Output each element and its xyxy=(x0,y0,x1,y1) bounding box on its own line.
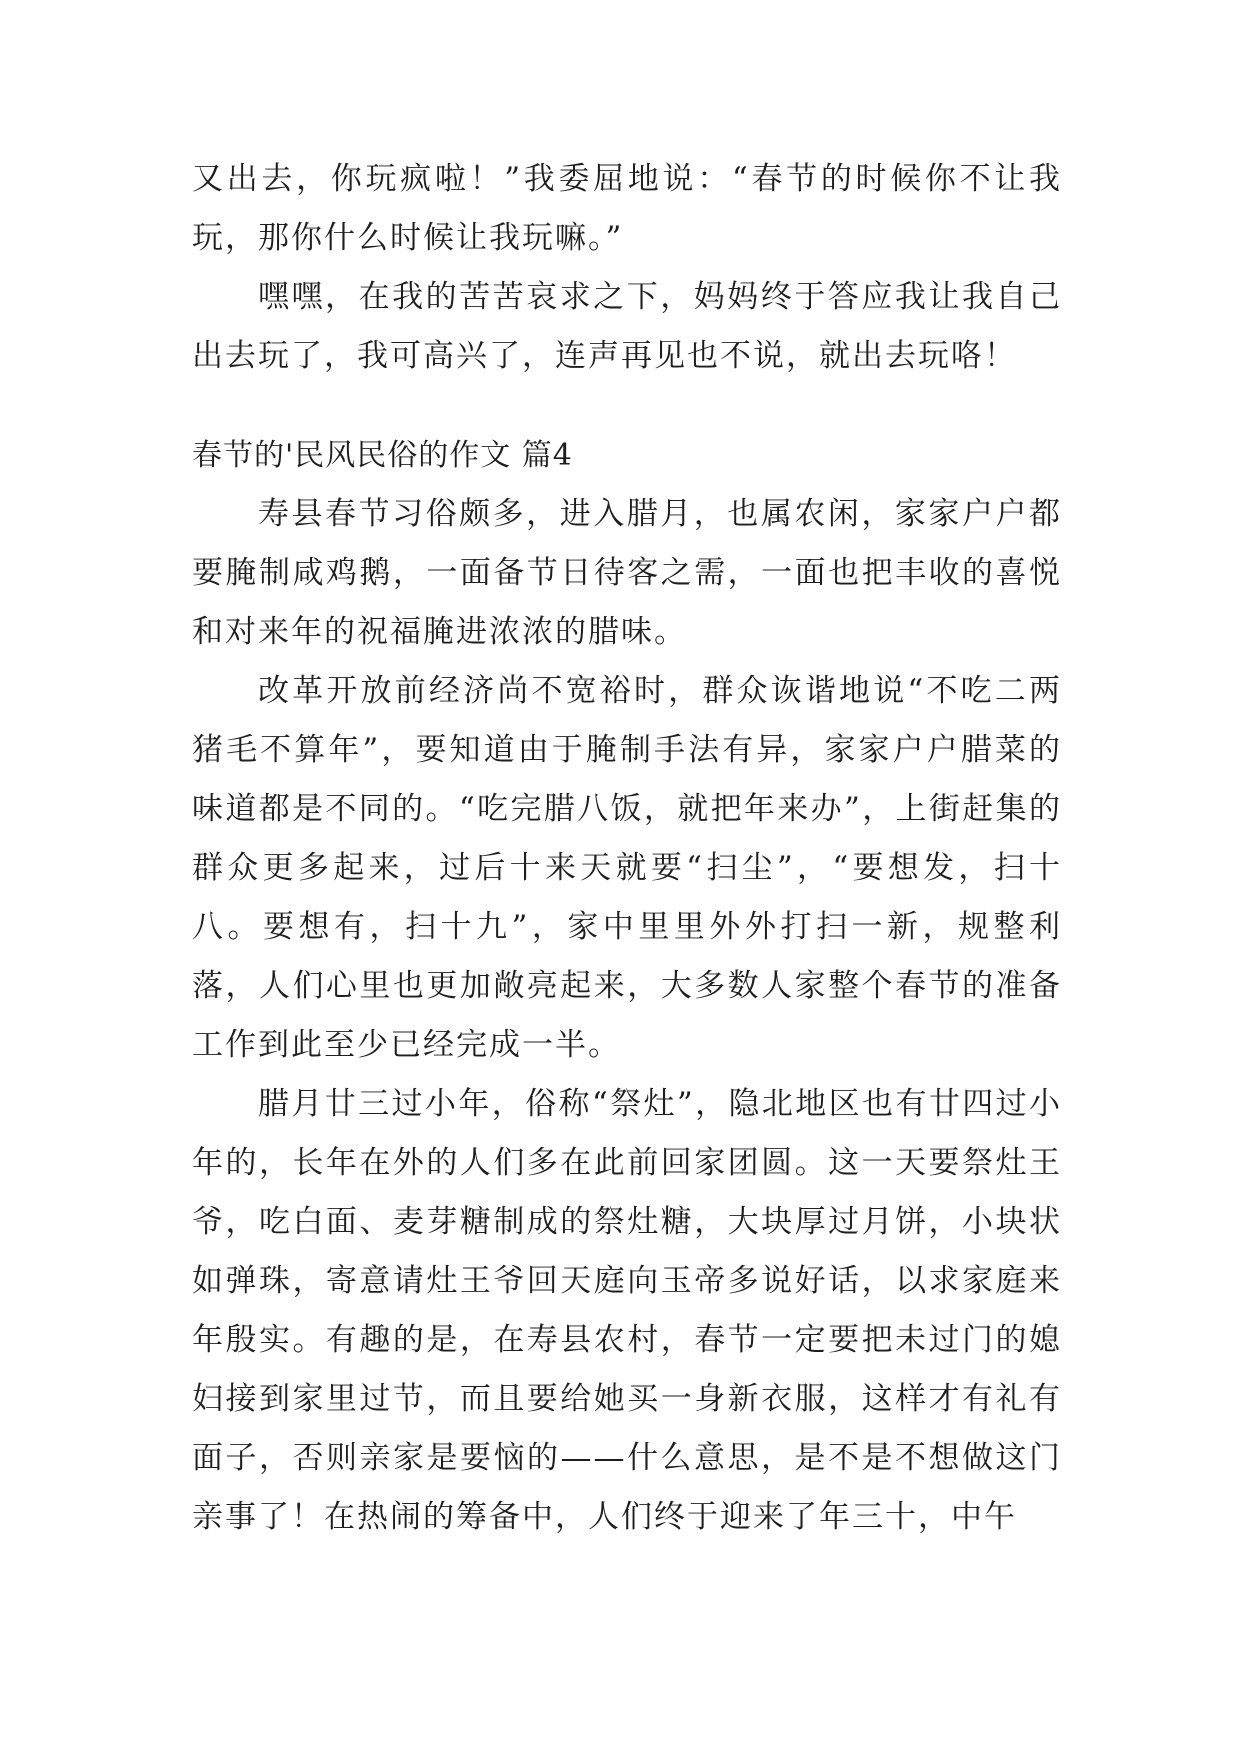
document-body xyxy=(192,150,1062,1547)
paragraph-intro-2: 嘿嘿，在我的苦苦哀求之下，妈妈终于答应我让我自己出去玩了，我可高兴了，连声再见也不说，就出去玩咯！ xyxy=(192,279,1062,374)
section-heading: 春节的'民风民俗的作文 篇4 xyxy=(192,438,573,473)
paragraph-section4-1: 寿县春节习俗颇多，进入腊月，也属农闲，家家户户都要腌制咸鸡鹅，一面备节日待客之需，一面也把丰收的喜悦和对来年的祝福腌进浓浓的腊味。 xyxy=(192,496,1062,650)
paragraph-section4-3: 腊月廿三过小年，俗称“祭灶”，隐北地区也有廿四过小年的，长年在外的人们多在此前回家团圆。这一天要祭灶王爷，吃白面、麦芽糖制成的祭灶糖，大块厚过月饼，小块状如弹珠，寄意请灶王爷回天庭向玉帝多说好话，以求家庭来年殷实。有趣的是，在寿县农村，春节一定要把未过门的媳妇接到家里过节，而且要给她买一身新衣服，这样才有礼有面子，否则亲家是要恼的——什么意思，是不是不想做这门亲事了！在热闹的筹备中，人们终于迎来了年三十，中午 xyxy=(192,1086,1062,1535)
paragraph-continuation: 又出去，你玩疯啦！”我委屈地说：“春节的时候你不让我玩，那你什么时候让我玩嘛。” xyxy=(192,161,1062,256)
paragraph-section4-2: 改革开放前经济尚不宽裕时，群众诙谐地说“不吃二两猪毛不算年”，要知道由于腌制手法有异，家家户户腊菜的味道都是不同的。“吃完腊八饭，就把年来办”，上街赶集的群众更多起来，过后十来天就要“扫尘”，“要想发，扫十八。要想有，扫十九”，家中里里外外打扫一新，规整利落，人们心里也更加敞亮起来，大多数人家整个春节的准备工作到此至少已经完成一半。 xyxy=(192,673,1062,1063)
